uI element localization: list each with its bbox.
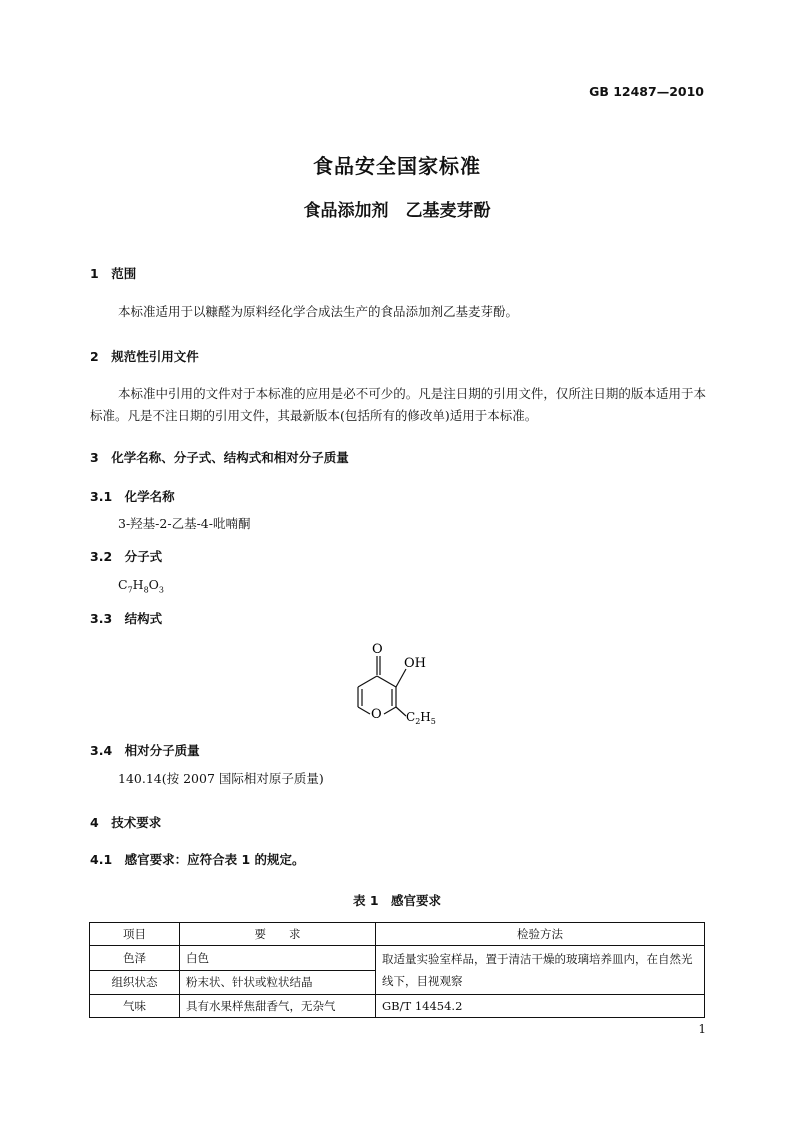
section-2-text: 本标准中引用的文件对于本标准的应用是必不可少的。凡是注日期的引用文件，仅所注日期的版本适用于本标准。凡是不注日期的引用文件，其最新版本(包括所有的修改单)适用于本标准。 (90, 386, 706, 423)
row-requirement: 粉末状、针状或粒状结晶 (180, 970, 376, 995)
molecular-formula: $C_7H_8O_3$ (118, 577, 165, 595)
row-method: GB/T 14454.2 (376, 995, 705, 1018)
table-row (90, 946, 705, 971)
row-method-merged: 取适量实验室样品，置于清洁干燥的玻璃培养皿内，在自然光线下，目视观察 (376, 946, 705, 995)
table-caption: 表 1 感官要求 (352, 893, 442, 908)
structural-formula (340, 636, 460, 732)
hydroxyl-label: OH (404, 656, 426, 671)
row-requirement: 白色 (180, 946, 376, 971)
sensory-requirements-table (89, 922, 705, 1018)
standard-number: GB 12487—2010 (589, 84, 704, 99)
section-3-2-heading: 3.2 分子式 (90, 549, 163, 564)
section-2-heading: 2 规范性引用文件 (90, 349, 199, 364)
header-requirement: 要 求 (180, 923, 376, 946)
carbonyl-oxygen-label: O (372, 642, 383, 657)
section-1-heading: 1 范围 (90, 266, 137, 281)
main-title: 食品安全国家标准 (313, 154, 481, 178)
chemical-name: 3-羟基-2-乙基-4-吡喃酮 (118, 516, 251, 531)
header-method: 检验方法 (376, 923, 705, 946)
section-4-1-heading: 4.1 感官要求：应符合表 1 的规定。 (90, 852, 305, 867)
section-3-1-heading: 3.1 化学名称 (90, 489, 175, 504)
section-3-3-heading: 3.3 结构式 (90, 611, 163, 626)
ring-oxygen-label: O (371, 707, 382, 722)
row-requirement: 具有水果样焦甜香气，无杂气 (180, 995, 376, 1018)
page-number: 1 (698, 1022, 706, 1036)
table-header-row (90, 923, 705, 946)
molecular-mass: 140.14(按 2007 国际相对原子质量) (118, 771, 324, 786)
section-4-heading: 4 技术要求 (90, 815, 162, 830)
section-1-text: 本标准适用于以糠醛为原料经化学合成法生产的食品添加剂乙基麦芽酚。 (118, 304, 519, 319)
header-item: 项目 (90, 923, 180, 946)
table-row (90, 995, 705, 1018)
section-3-4-heading: 3.4 相对分子质量 (90, 743, 200, 758)
row-item: 色泽 (90, 946, 180, 971)
row-item: 组织状态 (90, 970, 180, 995)
row-item: 气味 (90, 995, 180, 1018)
ethyl-label: $C_2H_5$ (406, 710, 436, 726)
section-3-heading: 3 化学名称、分子式、结构式和相对分子质量 (90, 450, 349, 465)
sub-title: 食品添加剂 乙基麦芽酚 (303, 201, 491, 221)
